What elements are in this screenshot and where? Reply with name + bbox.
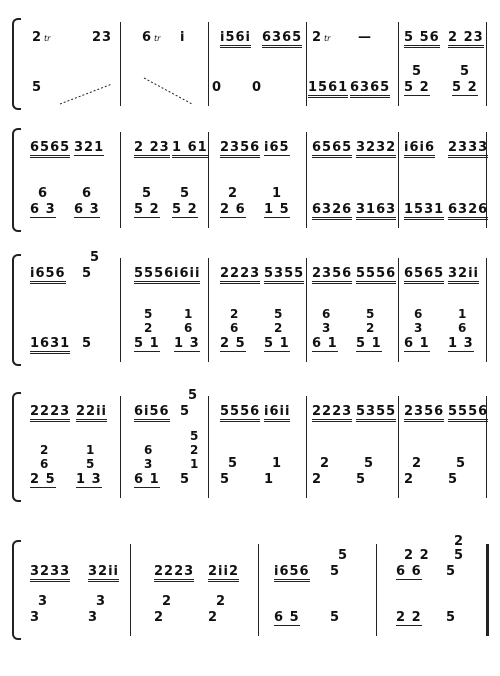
melody-note: 2ii2 [208,564,239,582]
system-bracket [12,392,21,502]
melody-note: 2223 [220,266,260,284]
accompaniment-note: 1 [264,472,275,487]
accompaniment-chord-note: 2 [190,443,199,457]
accompaniment-chord-note: 5 [366,307,375,321]
score-system [12,18,488,110]
melody-note: 6i56 [134,404,170,422]
melody-note: 5355 [356,404,396,422]
trill-mark: tr [44,34,51,43]
accompaniment-chord-note: 6 [414,307,423,321]
bar-line [376,544,377,636]
accompaniment-upper-note: 5 [364,456,375,471]
melody-note: 2 [312,30,323,45]
melody-note: 6 6 [396,564,422,579]
melody-upper-note: 5 [188,388,199,403]
accompaniment-chord-note: 6 [184,321,193,335]
bar-line [398,396,399,498]
accompaniment-note: 5 2 [452,80,478,95]
accompaniment-note: 5 [448,472,459,487]
bar-line [120,258,121,362]
bar-line [398,132,399,228]
melody-note: 5355 [264,266,304,284]
bar-line [306,132,307,228]
bar-line [258,544,259,636]
glissando-up-line [60,84,112,104]
score-system [12,250,488,366]
trill-mark: tr [154,34,161,43]
melody-note: 6565 [312,140,352,158]
system-bracket [12,540,21,640]
accompaniment-chord-note: 1 [190,457,199,471]
melody-note: 321 [74,140,105,155]
accompaniment-upper-note: 2 [320,456,331,471]
accompaniment-note: 2 6 [220,202,246,217]
melody-note: 3232 [356,140,396,158]
melody-note: 2356 [220,140,260,158]
melody-upper-note: 5 [454,548,465,563]
melody-note: i6i6 [404,140,435,158]
accompaniment-chord-note: 2 [144,321,153,335]
accompaniment-chord-note: 1 [458,307,467,321]
score-system [12,534,488,640]
melody-note: 2 23 [448,30,484,48]
melody-note: i6ii [174,266,200,284]
accompaniment-note: 6 5 [274,610,300,625]
accompaniment-chord-note: 6 [40,457,49,471]
accompaniment-upper-note: 2 [228,186,239,201]
accompaniment-chord-note: 6 [322,307,331,321]
accompaniment-chord-note: 1 [184,307,193,321]
accompaniment-upper-note: 6 [82,186,93,201]
bar-line [398,22,399,106]
accompaniment-upper-note: 2 [162,594,173,609]
melody-note: i656 [30,266,66,284]
accompaniment-note: 2 [312,472,323,487]
melody-note: — [358,30,372,45]
accompaniment-chord-note: 5 [274,307,283,321]
accompaniment-note: 5 [330,610,341,625]
melody-note: i656 [274,564,310,582]
melody-note: 5 [446,564,457,579]
bar-line [208,258,209,362]
bar-line [306,258,307,362]
accompaniment-note: 2 2 [396,610,422,625]
accompaniment-note: 6 3 [30,202,56,217]
accompaniment-chord-note: 5 [86,457,95,471]
melody-note: i65 [264,140,290,155]
melody-note: 2 [32,30,43,45]
accompaniment-upper-note: 5 [412,64,423,79]
melody-note: 5556 [134,266,174,284]
accompaniment-note: 5 2 [172,202,198,217]
accompaniment-note: 5 [180,472,191,487]
accompaniment-chord-note: 5 [190,429,199,443]
accompaniment-upper-note: 2 [216,594,227,609]
bar-line [120,132,121,228]
accompaniment-note: 1 5 [264,202,290,217]
accompaniment-note: 3 [30,610,41,625]
accompaniment-note: 1631 [30,336,70,354]
accompaniment-upper-note: 1 [272,456,283,471]
melody-upper-note: 2 2 [404,548,430,563]
melody-note: 1 61 [172,140,208,158]
score-system [12,388,489,502]
accompaniment-upper-note: 5 [142,186,153,201]
melody-note: 2223 [312,404,352,422]
melody-note: 2356 [312,266,352,284]
accompaniment-note: 5 1 [264,336,290,351]
accompaniment-chord-note: 5 [144,307,153,321]
accompaniment-chord-note: 6 [144,443,153,457]
glissando-down-line [144,78,192,104]
melody-note: 5556 [220,404,260,422]
accompaniment-note: 5 [356,472,367,487]
bar-line [398,258,399,362]
accompaniment-note: 5 [220,472,231,487]
melody-note: 2333 [448,140,488,158]
trill-mark: tr [324,34,331,43]
accompaniment-note: 0 [212,80,223,95]
accompaniment-note: 2 [154,610,165,625]
accompaniment-note: 6326 [312,202,352,220]
accompaniment-chord-note: 1 [86,443,95,457]
melody-note: 5556 [356,266,396,284]
accompaniment-upper-note: 5 [180,186,191,201]
accompaniment-chord-note: 3 [144,457,153,471]
melody-note: 3233 [30,564,70,582]
melody-note: 5 56 [404,30,440,48]
bar-line [486,544,489,636]
accompaniment-note: 5 2 [404,80,430,95]
bar-line [208,396,209,498]
accompaniment-note: 6365 [350,80,390,98]
accompaniment-chord-note: 2 [366,321,375,335]
bar-line [130,544,131,636]
melody-note: 2 23 [134,140,170,158]
accompaniment-chord-note: 2 [40,443,49,457]
accompaniment-note: 5 1 [356,336,382,351]
bar-line [486,258,487,362]
bar-line [306,22,307,106]
accompaniment-chord-note: 2 [274,321,283,335]
melody-note: 32ii [88,564,119,582]
melody-upper-note: 5 [90,250,101,265]
accompaniment-chord-note: 3 [322,321,331,335]
accompaniment-note: 6 1 [134,472,160,487]
accompaniment-note: 2 5 [220,336,246,351]
bar-line [306,396,307,498]
accompaniment-note: 1 3 [174,336,200,351]
bar-line [120,396,121,498]
accompaniment-note: 5 [32,80,43,95]
melody-note: 32ii [448,266,479,284]
melody-note: 5556 [448,404,488,422]
accompaniment-note: 5 1 [134,336,160,351]
system-bracket [12,254,21,366]
accompaniment-upper-note: 5 [456,456,467,471]
accompaniment-note: 3163 [356,202,396,220]
melody-note: 5 [82,266,93,281]
accompaniment-upper-note: 1 [272,186,283,201]
melody-note: 2356 [404,404,444,422]
melody-note: 6565 [30,140,70,158]
accompaniment-note: 0 [252,80,263,95]
accompaniment-upper-note: 3 [96,594,107,609]
accompaniment-note: 2 5 [30,472,56,487]
melody-note: 5 [180,404,191,419]
accompaniment-note: 5 [82,336,93,351]
accompaniment-note: 5 [446,610,457,625]
melody-upper-note: 5 [338,548,349,563]
score-system [12,128,488,232]
accompaniment-upper-note: 5 [228,456,239,471]
system-bracket [12,18,21,110]
melody-note: 6565 [404,266,444,284]
accompaniment-chord-note: 3 [414,321,423,335]
melody-note: 2223 [30,404,70,422]
accompaniment-upper-note: 5 [460,64,471,79]
accompaniment-upper-note: 2 [412,456,423,471]
accompaniment-chord-note: 6 [458,321,467,335]
accompaniment-note: 2 [208,610,219,625]
accompaniment-note: 2 [404,472,415,487]
melody-note: i [180,30,186,45]
system-bracket [12,128,21,232]
melody-note: 23 [92,30,113,45]
accompaniment-upper-note: 6 [38,186,49,201]
melody-note: 6 [142,30,153,45]
melody-note: 2223 [154,564,194,582]
melody-upper-note: 2 [454,534,465,549]
melody-note: i56i [220,30,251,48]
melody-note: 5 [330,564,341,579]
accompaniment-note: 6326 [448,202,488,220]
accompaniment-note: 6 1 [312,336,338,351]
melody-note: 22ii [76,404,107,422]
bar-line [486,22,487,106]
accompaniment-chord-note: 2 [230,307,239,321]
accompaniment-note: 1561 [308,80,348,98]
accompaniment-note: 1 3 [76,472,102,487]
accompaniment-note: 3 [88,610,99,625]
glissando-lines [52,70,232,110]
accompaniment-note: 1 3 [448,336,474,351]
accompaniment-upper-note: 3 [38,594,49,609]
accompaniment-note: 6 1 [404,336,430,351]
bar-line [208,132,209,228]
melody-note: 6365 [262,30,302,48]
accompaniment-note: 6 3 [74,202,100,217]
accompaniment-note: 1531 [404,202,444,220]
melody-note: i6ii [264,404,290,422]
accompaniment-note: 5 2 [134,202,160,217]
accompaniment-chord-note: 6 [230,321,239,335]
